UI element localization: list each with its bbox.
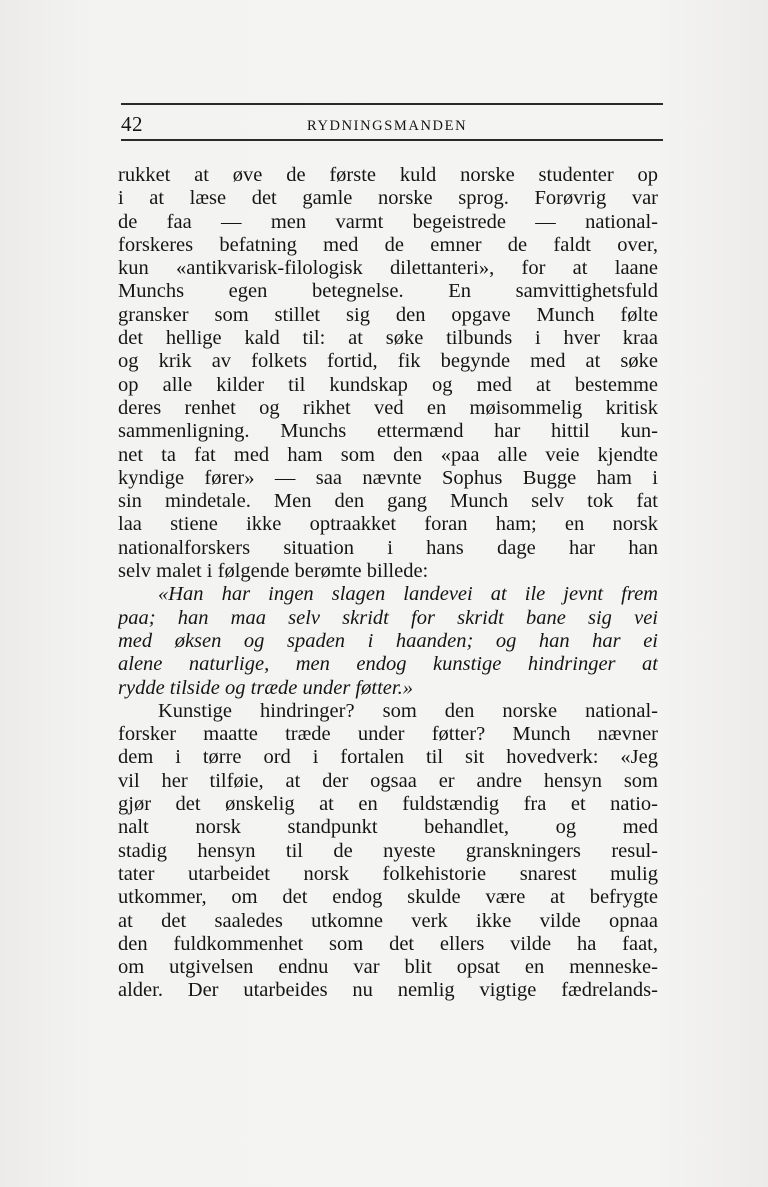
text-line: sammenligning. Munchs ettermænd har hittil kun- <box>118 420 658 443</box>
quote-line: med øksen og spaden i haanden; og han har ei <box>118 629 658 652</box>
running-head: RYDNINGSMANDEN <box>307 118 468 134</box>
quote-line: «Han har ingen slagen landevei at ile jevnt frem <box>158 583 658 606</box>
text-line: kyndige fører» — saa nævnte Sophus Bugge ham i <box>118 466 658 489</box>
header-rule-top <box>121 103 663 105</box>
body-text <box>118 164 658 1003</box>
text-line: stadig hensyn til de nyeste granskningers resul- <box>118 839 658 862</box>
quote-line: rydde tilside og træde under føtter.» <box>118 676 413 699</box>
text-line: den fuldkommenhet som det ellers vilde ha faat, <box>118 932 658 955</box>
text-line: tater utarbeidet norsk folkehistorie snarest mulig <box>118 862 658 885</box>
text-line: gjør det ønskelig at en fuldstændig fra et natio- <box>118 793 658 816</box>
page-number: 42 <box>121 112 143 136</box>
text-line: forskeres befatning med de emner de faldt over, <box>118 233 658 256</box>
text-line: det hellige kald til: at søke tilbunds i hver kraa <box>118 327 658 350</box>
text-line: kun «antikvarisk-filologisk dilettanteri», for at laane <box>118 257 658 280</box>
text-line: om utgivelsen endnu var blit opsat en menneske- <box>118 956 658 979</box>
text-line: forsker maatte træde under føtter? Munch nævner <box>118 723 658 746</box>
text-line: laa stiene ikke optraakket foran ham; en norsk <box>118 513 658 536</box>
text-line: rukket at øve de første kuld norske studenter op <box>118 164 658 186</box>
text-line: de faa — men varmt begeistrede — national- <box>118 210 658 233</box>
text-line: net ta fat med ham som den «paa alle veie kjendte <box>118 443 658 466</box>
text-line: vil her tilføie, at der ogsaa er andre hensyn som <box>118 769 658 792</box>
text-line: selv malet i følgende berømte billede: <box>118 560 429 583</box>
text-line: alder. Der utarbeides nu nemlig vigtige fædrelands- <box>118 979 658 1002</box>
text-line: dem i tørre ord i fortalen til sit hovedverk: «Jeg <box>118 746 658 769</box>
text-line: at det saaledes utkomne verk ikke vilde opnaa <box>118 909 658 932</box>
page-header <box>121 110 663 140</box>
text-line: sin mindetale. Men den gang Munch selv tok fat <box>118 490 658 513</box>
text-line: deres renhet og rikhet ved en møisommelig kritisk <box>118 396 658 419</box>
text-line: og krik av folkets fortid, fik begynde med at søke <box>118 350 658 373</box>
quote-line: alene naturlige, men endog kunstige hindringer at <box>118 653 658 676</box>
text-line: i at læse det gamle norske sprog. Forøvrig var <box>118 187 658 210</box>
text-line: nalt norsk standpunkt behandlet, og med <box>118 816 658 839</box>
text-line: nationalforskers situation i hans dage har han <box>118 536 658 559</box>
text-line: Kunstige hindringer? som den norske national- <box>158 699 658 722</box>
text-line: Munchs egen betegnelse. En samvittighetsfuld <box>118 280 658 303</box>
text-line: op alle kilder til kundskap og med at bestemme <box>118 373 658 396</box>
text-line: utkommer, om det endog skulde være at befrygte <box>118 886 658 909</box>
header-rule-bottom <box>121 139 663 141</box>
text-line: gransker som stillet sig den opgave Munch følte <box>118 303 658 326</box>
quote-line: paa; han maa selv skridt for skridt bane sig vei <box>118 606 658 629</box>
